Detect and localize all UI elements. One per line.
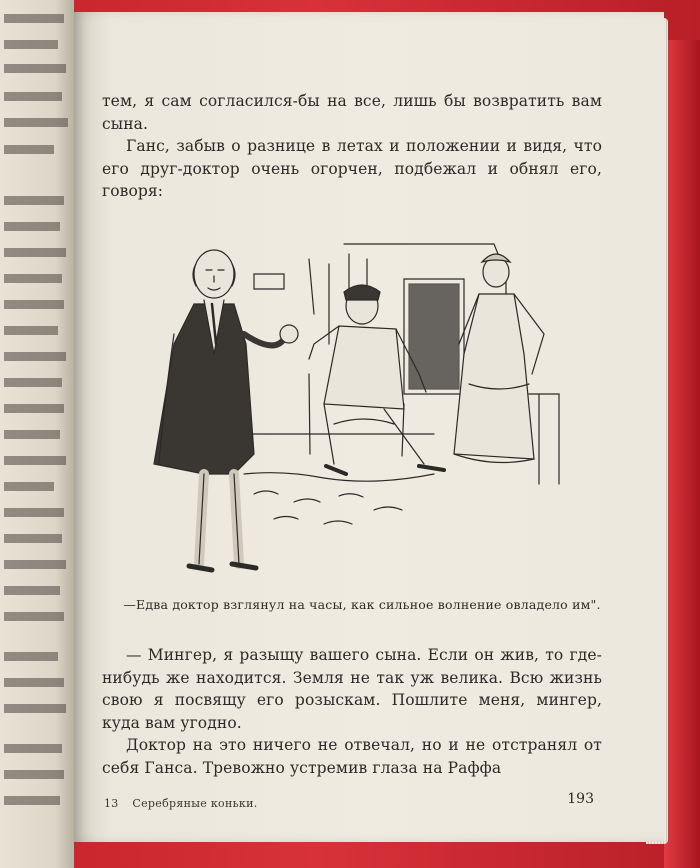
paragraph: Доктор на это ничего не отвечал, но и не отстранял от себя Ганса. Тревожно устремив глаза на Раффа bbox=[102, 736, 602, 777]
running-title: Серебряные коньки. bbox=[132, 797, 258, 810]
top-text bbox=[102, 90, 602, 203]
bottom-text bbox=[102, 644, 602, 779]
left-page bbox=[0, 0, 74, 868]
paragraph: Ганс, забыв о разнице в летах и положении и видя, что его друг-доктор очень огорчен, подбежал и обнял его, говоря: bbox=[102, 137, 602, 200]
book-page bbox=[74, 12, 664, 842]
paragraph: тем, я сам согласился-бы на все, лишь бы возвратить вам сына. bbox=[102, 92, 602, 133]
page-footer bbox=[104, 797, 258, 810]
page-number: 193 bbox=[567, 791, 594, 807]
signature-mark: 13 bbox=[104, 797, 119, 810]
engraving-illustration bbox=[134, 234, 574, 596]
paragraph: — Мингер, я разыщу вашего сына. Если он жив, то где-нибудь же находится. Земля не так уж велика. Всю жизнь свою я посвящу его розыскам. Пошлите меня, мингер, куда вам угодно. bbox=[102, 646, 602, 732]
cover-edge bbox=[664, 40, 700, 868]
illustration-caption: —Едва доктор взглянул на часы, как сильное волнение овладело им". bbox=[123, 597, 601, 612]
